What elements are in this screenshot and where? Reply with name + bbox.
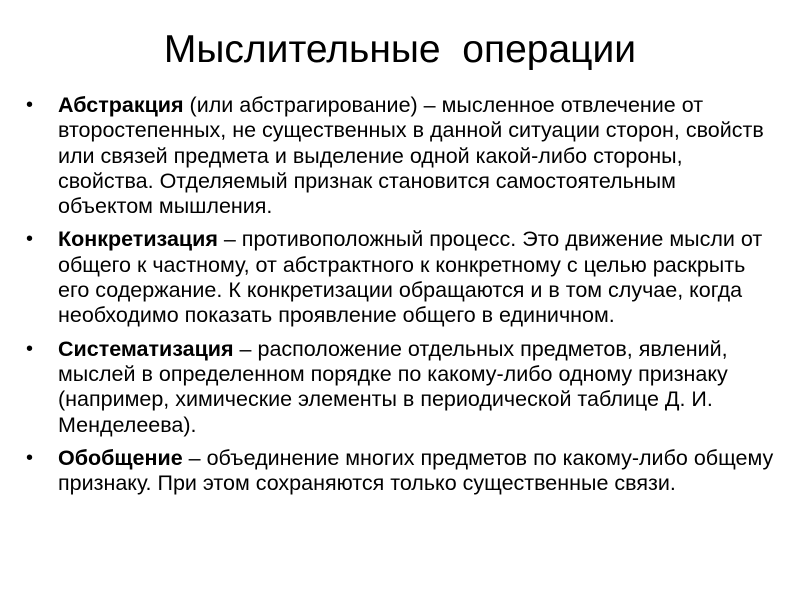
list-item-abstraction [26, 93, 776, 219]
definition-concretization: – противоположный процесс. Это движение мысли от общего к частному, от абстрактного к конкретному с целью раскрыть его содержание. К конкретизации обращаются и в том случае, когда необходимо показать проявление общего в единичном. [58, 227, 763, 328]
list-item-systematization [26, 337, 776, 438]
list-item-concretization [26, 227, 776, 328]
bullet-icon: • [26, 446, 34, 469]
bullet-icon: • [26, 337, 34, 360]
definition-generalization: – объединение многих предметов по какому-либо общему признаку. При этом сохраняются только существенные связи. [58, 445, 774, 496]
list-item-generalization [26, 446, 776, 497]
definition-systematization: – расположение отдельных предметов, явлений, мыслей в определенном порядке по какому-либо одному признаку (например, химические элементы в периодической таблице Д. И. Менделеева). [58, 336, 728, 437]
term-concretization: Конкретизация [58, 227, 218, 252]
bullet-icon: • [26, 228, 34, 251]
term-abstraction: Абстракция [58, 93, 184, 117]
definition-abstraction: (или абстрагирование) – мысленное отвлечение от второстепенных, не существенных в данной ситуации сторон, свойств или связей предмета и выделение одной какой-либо стороны, свойства. Отделяемый признак становится самостоятельным объектом мышления. [58, 93, 764, 219]
bullet-list [26, 93, 776, 504]
bullet-icon: • [26, 94, 34, 116]
term-generalization: Обобщение [58, 445, 183, 470]
slide-title: Мыслительные операции [163, 28, 637, 71]
term-systematization: Систематизация [58, 336, 234, 361]
